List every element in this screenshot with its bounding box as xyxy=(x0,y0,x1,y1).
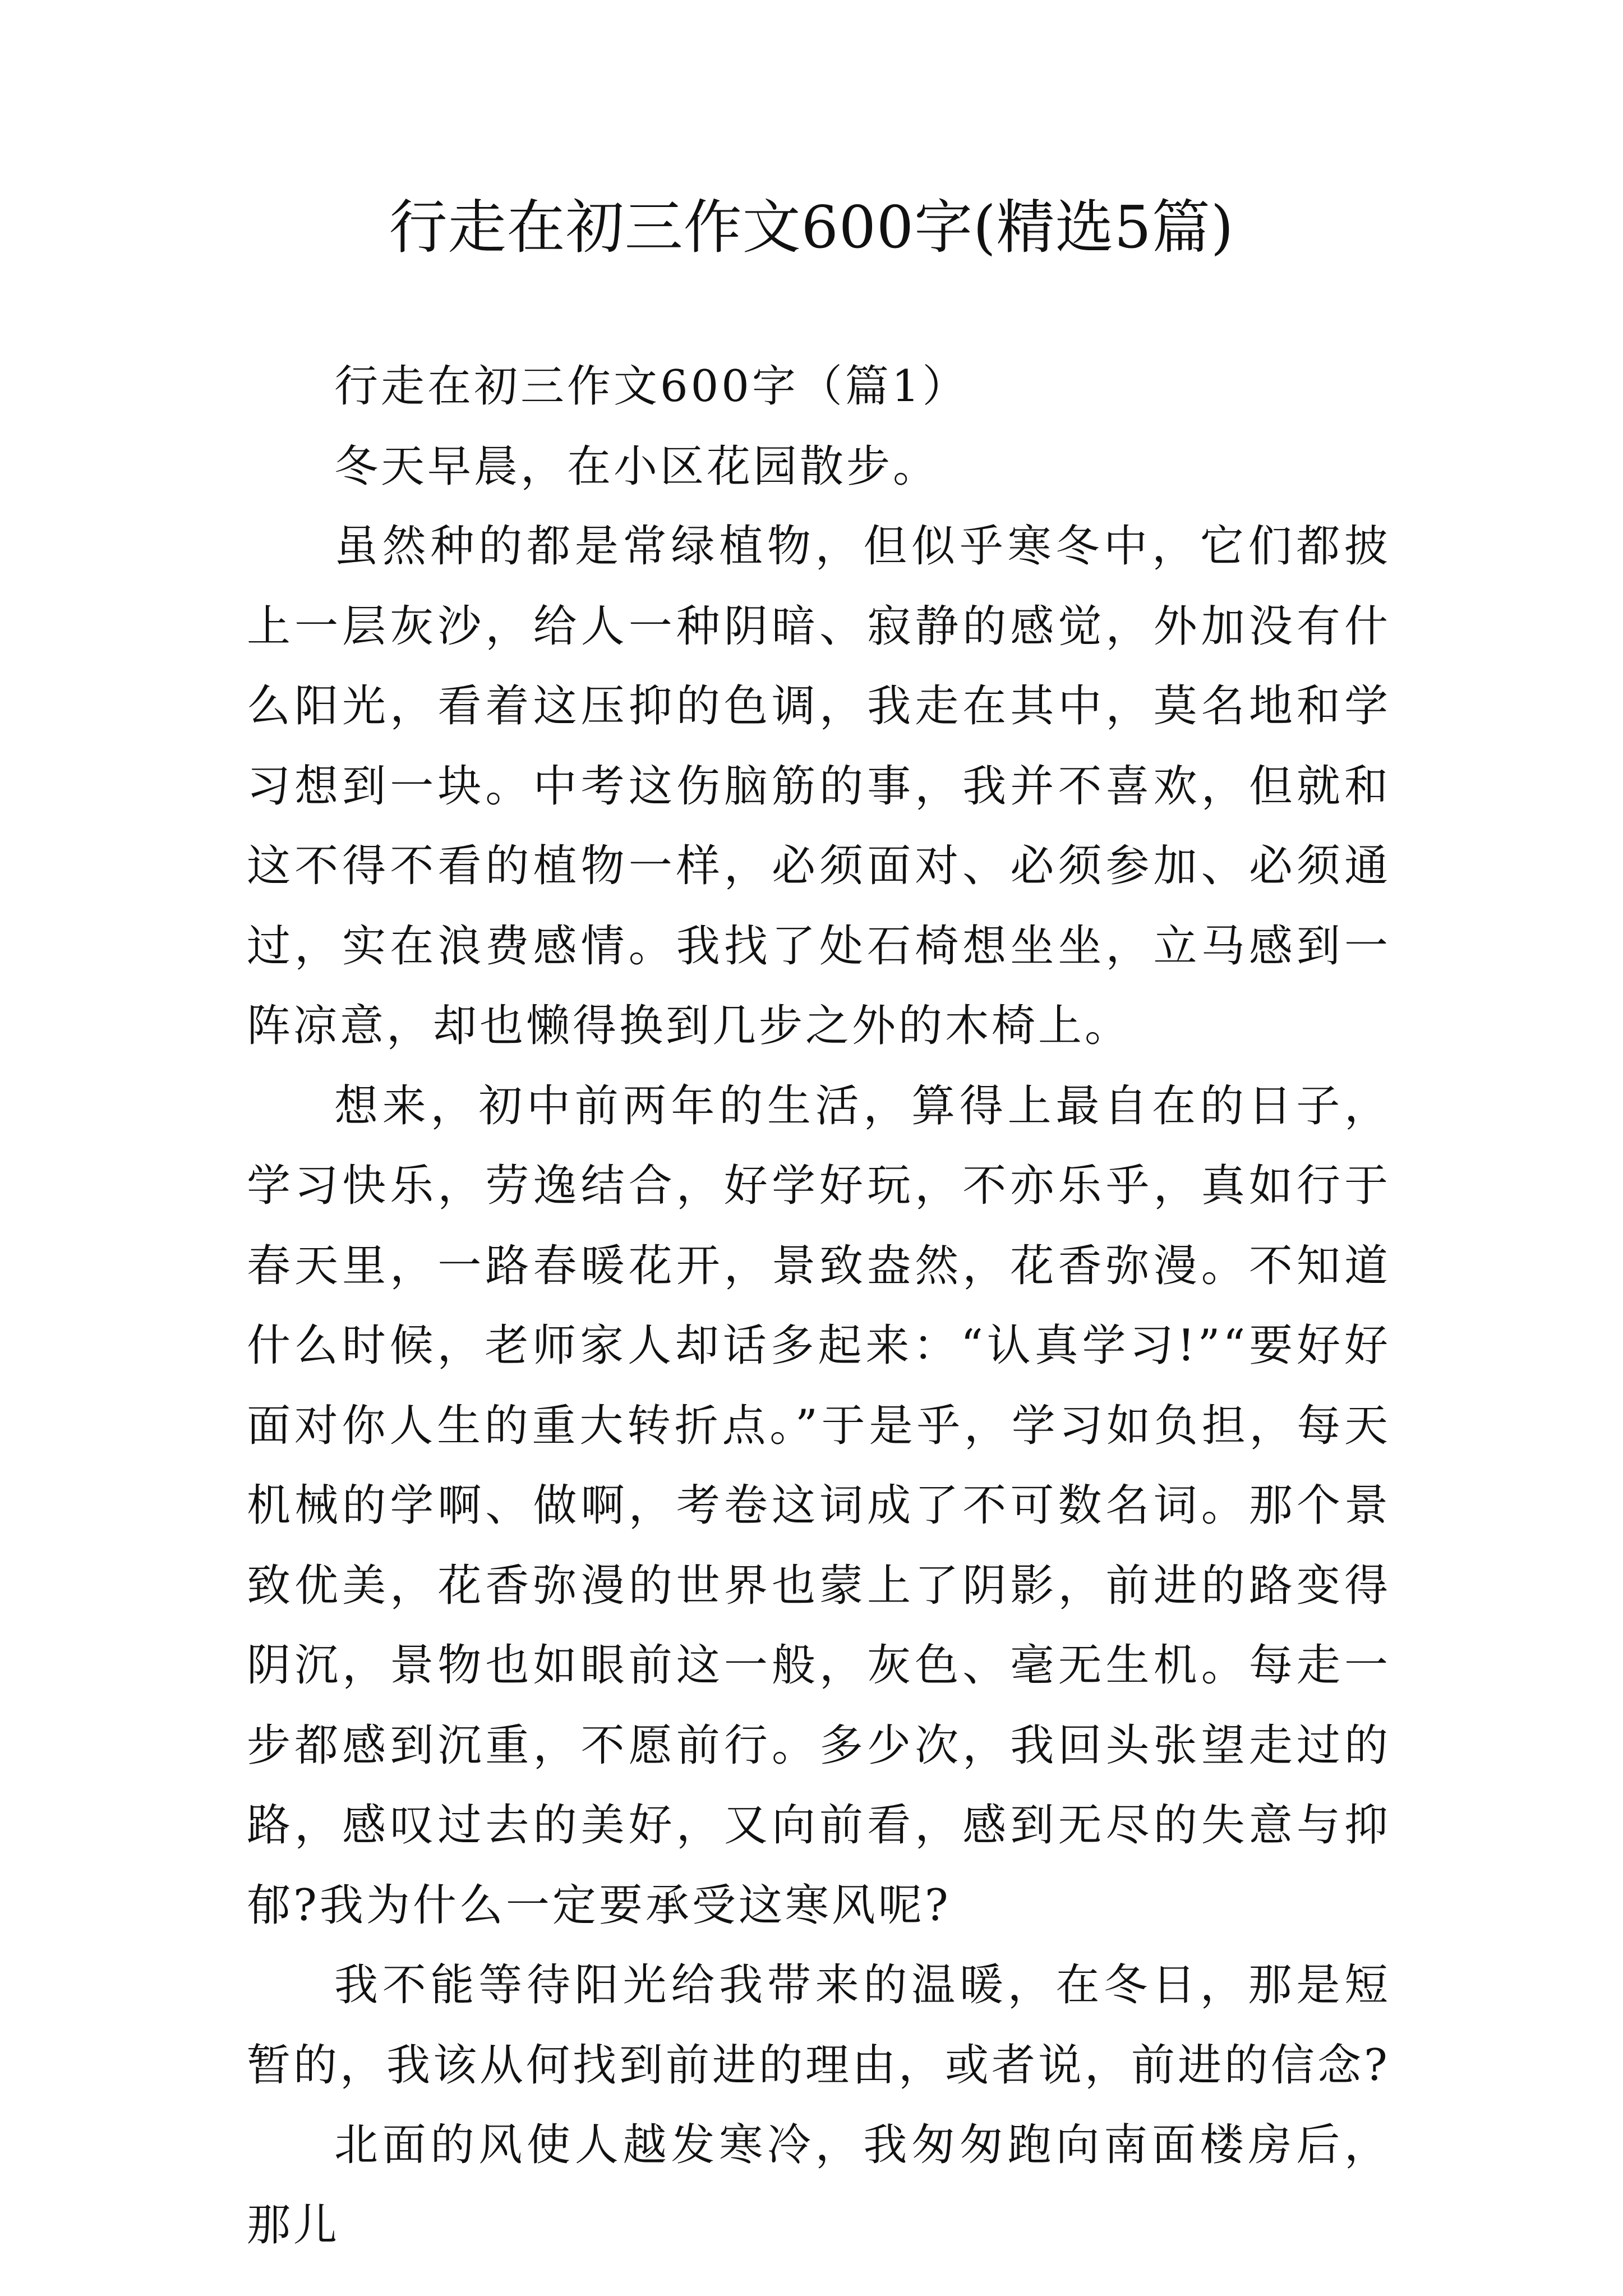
paragraph: 北面的风使人越发寒冷，我匆匆跑向南面楼房后，那儿 xyxy=(247,2120,1391,2251)
paragraph: 我不能等待阳光给我带来的温暖，在冬日，那是短暂的，我该从何找到前进的理由，或者说，前进的信念? xyxy=(247,1960,1391,2091)
document-body xyxy=(247,347,1391,2265)
section-heading: 行走在初三作文600字（篇1） xyxy=(334,361,969,412)
paragraph: 虽然种的都是常绿植物，但似乎寒冬中，它们都披上一层灰沙，给人一种阴暗、寂静的感觉，外加没有什么阳光，看着这压抑的色调，我走在其中，莫名地和学习想到一块。中考这伤脑筋的事，我并不喜欢，但就和这不得不看的植物一样，必须面对、必须参加、必须通过，实在浪费感情。我找了处石椅想坐坐，立马感到一阵凉意，却也懒得换到几步之外的木椅上。 xyxy=(247,521,1391,1051)
paragraph: 冬天早晨，在小区花园散步。 xyxy=(334,441,940,492)
document-title: 行走在初三作文600字(精选5篇) xyxy=(389,193,1234,261)
paragraph: 想来，初中前两年的生活，算得上最自在的日子，学习快乐，劳逸结合，好学好玩，不亦乐乎，真如行于春天里，一路春暖花开，景致盎然，花香弥漫。不知道什么时候，老师家人却话多起来：“认真学习!”“要好好面对你人生的重大转折点。”于是乎，学习如负担，每天机械的学啊、做啊，考卷这词成了不可数名词。那个景致优美，花香弥漫的世界也蒙上了阴影，前进的路变得阴沉，景物也如眼前这一般，灰色、毫无生机。每走一步都感到沉重，不愿前行。多少次，我回头张望走过的路，感叹过去的美好，又向前看，感到无尽的失意与抑郁?我为什么一定要承受这寒风呢? xyxy=(247,1080,1391,1931)
